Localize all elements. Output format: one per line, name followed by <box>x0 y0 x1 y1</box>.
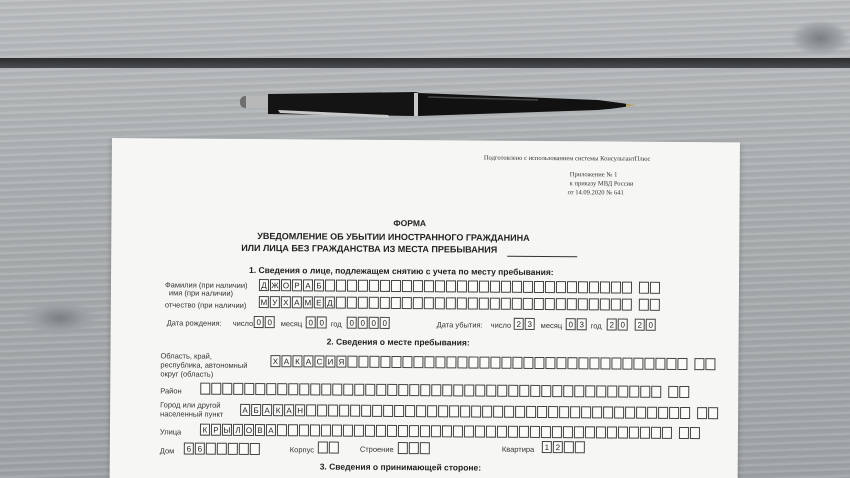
char-cell: 1 <box>542 441 552 453</box>
street-label: Улица <box>159 427 182 437</box>
patronymic-label: отчество (при наличии) <box>164 300 247 310</box>
plank-gap <box>0 58 850 68</box>
departure-year-field[interactable] <box>607 318 657 330</box>
region-label: округ (область) <box>160 369 214 379</box>
char-cell: 6 <box>195 443 205 455</box>
patronymic-field[interactable] <box>259 296 661 311</box>
wood-knot <box>790 20 850 56</box>
form-title: УВЕДОМЛЕНИЕ ОБ УБЫТИИ ИНОСТРАННОГО ГРАЖДАНИНА <box>257 231 530 243</box>
char-cell: 0 <box>317 316 327 328</box>
char-cell: 0 <box>566 318 576 330</box>
char-cell: Б <box>314 279 324 291</box>
form-document <box>109 138 739 478</box>
section1-heading: 1. Сведения о лице, подлежащем снятию с учета по месту пребывания: <box>249 264 554 278</box>
district-field[interactable] <box>200 383 690 398</box>
street-field[interactable] <box>200 424 701 439</box>
char-cell: 0 <box>265 316 275 328</box>
char-cell: 2 <box>553 441 563 453</box>
city-label: Город или другой <box>160 400 221 410</box>
departure-day-field[interactable] <box>514 318 536 330</box>
birth-year-field[interactable] <box>347 317 391 329</box>
house-field[interactable] <box>184 443 261 456</box>
char-cell: У <box>270 296 280 308</box>
char-cell: М <box>303 296 313 308</box>
year-label: год <box>330 319 342 329</box>
year-label: год <box>590 321 602 331</box>
char-cell: Х <box>281 296 291 308</box>
name-label: имя (при наличии) <box>168 288 234 298</box>
char-cell: 3 <box>577 318 587 330</box>
char-cell: К <box>273 404 283 416</box>
char-cell: А <box>284 404 294 416</box>
char-cell: 3 <box>525 318 535 330</box>
char-cell: Н <box>295 404 305 416</box>
char-cell: 2 <box>514 318 524 330</box>
building-field[interactable] <box>398 442 431 454</box>
month-label: месяц <box>280 319 303 329</box>
house-label: Дом <box>159 446 175 456</box>
char-cell: А <box>303 355 313 367</box>
appendix-line: к приказу МВД России <box>569 180 634 188</box>
char-cell: Б <box>251 404 261 416</box>
consultant-note: Подготовлено с использованием системы КонсультантПлюс <box>483 154 651 163</box>
char-cell: Л <box>233 424 243 436</box>
region-label: республика, автономный <box>160 360 248 370</box>
district-label: Район <box>160 386 182 396</box>
char-cell: А <box>262 404 272 416</box>
char-cell: 0 <box>646 319 656 331</box>
title-underline <box>507 256 577 257</box>
char-cell: М <box>259 296 269 308</box>
char-cell: 0 <box>306 316 316 328</box>
char-cell: Р <box>211 424 221 436</box>
char-cell: А <box>240 404 250 416</box>
pen <box>238 88 638 122</box>
char-cell: 2 <box>635 319 645 331</box>
form-label: ФОРМА <box>393 217 427 229</box>
char-cell: 0 <box>254 316 264 328</box>
departure-month-field[interactable] <box>566 318 588 330</box>
char-cell: О <box>281 279 291 291</box>
char-cell: 0 <box>358 317 368 329</box>
char-cell: К <box>200 424 210 436</box>
departure-date-label: Дата убытия: <box>436 320 483 330</box>
month-label: месяц <box>540 320 563 331</box>
birth-date-label: Дата рождения: <box>166 318 222 328</box>
region-label: Область, край, <box>160 351 213 361</box>
char-cell: 0 <box>618 319 628 331</box>
day-label: число <box>490 320 512 330</box>
char-cell: Д <box>259 279 269 291</box>
building-label: Строение <box>359 444 394 454</box>
char-cell: А <box>266 424 276 436</box>
appendix-line: Приложение № 1 <box>569 171 618 179</box>
form-title: ИЛИ ЛИЦА БЕЗ ГРАЖДАНСТВА ИЗ МЕСТА ПРЕБЫВАНИЯ <box>241 242 498 255</box>
char-cell: В <box>255 424 265 436</box>
char-cell: Р <box>292 279 302 291</box>
char-cell: К <box>292 355 302 367</box>
city-field[interactable] <box>240 404 719 419</box>
apartment-field[interactable] <box>542 441 586 453</box>
char-cell: С <box>314 355 324 367</box>
birth-month-field[interactable] <box>306 316 328 328</box>
char-cell: 0 <box>380 317 390 329</box>
surname-label: Фамилия (при наличии) <box>164 280 248 290</box>
char-cell: И <box>325 355 335 367</box>
appendix-line: от 14.09.2020 № 641 <box>567 189 624 197</box>
wood-knot <box>20 300 100 336</box>
city-label: населенный пункт <box>160 409 224 419</box>
char-cell: 0 <box>347 317 357 329</box>
char-cell: Х <box>270 355 280 367</box>
char-cell: А <box>281 355 291 367</box>
region-field[interactable] <box>270 355 716 370</box>
char-cell: 6 <box>184 443 194 455</box>
char-cell: 2 <box>607 318 617 330</box>
char-cell: 0 <box>369 317 379 329</box>
char-cell: Ы <box>222 424 232 436</box>
char-cell: А <box>303 279 313 291</box>
birth-day-field[interactable] <box>254 316 276 328</box>
char-cell: Ж <box>270 279 280 291</box>
apartment-label: Квартира <box>501 444 535 454</box>
char-cell: А <box>292 296 302 308</box>
surname-field[interactable] <box>259 279 661 294</box>
char-cell: О <box>244 424 254 436</box>
korpus-field[interactable] <box>318 441 340 453</box>
char-cell: Е <box>314 296 324 308</box>
korpus-label: Корпус <box>289 445 315 455</box>
char-cell: Я <box>336 356 346 368</box>
section3-heading: 3. Сведения о принимающей стороне: <box>319 461 482 473</box>
char-cell: Д <box>325 296 335 308</box>
section2-heading: 2. Сведения о месте пребывания: <box>326 336 470 348</box>
day-label: число <box>232 318 254 328</box>
